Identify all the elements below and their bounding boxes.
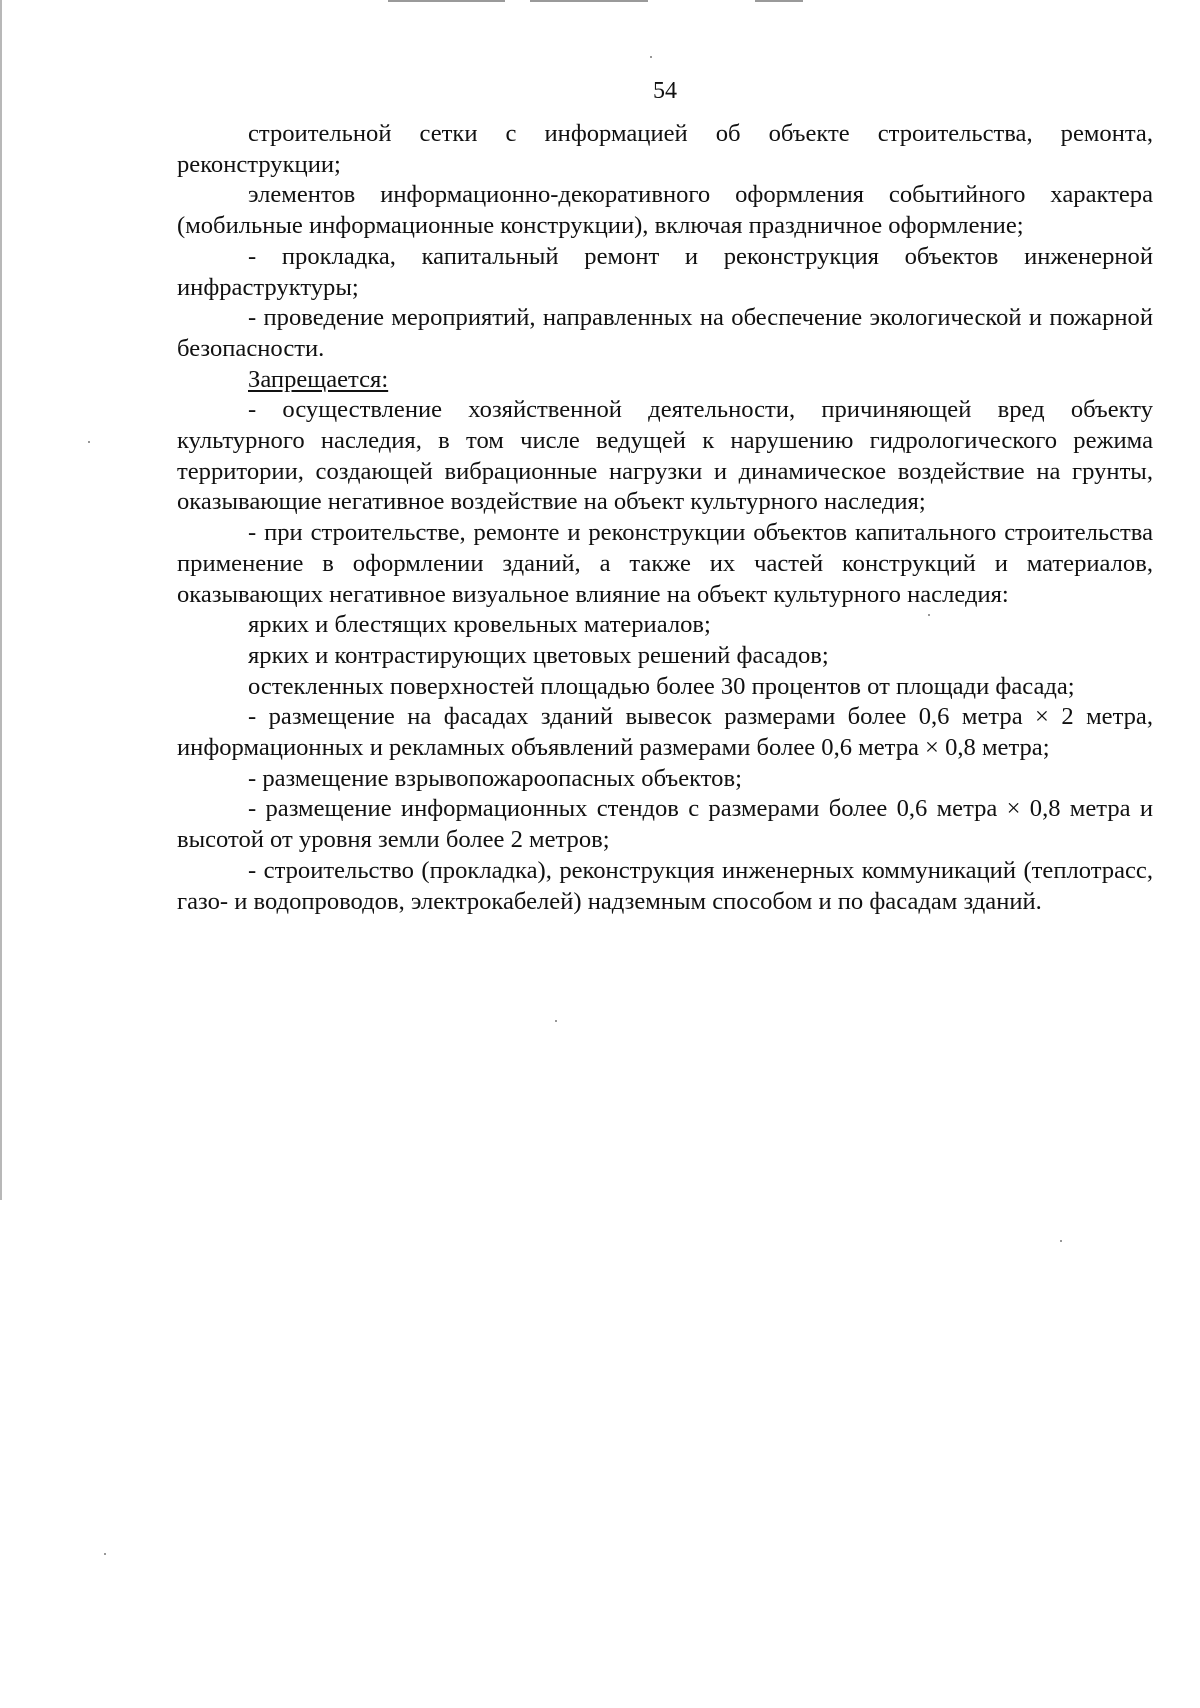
paragraph: - размещение информационных стендов с размерами более 0,6 метра × 0,8 метра и высотой от уровня земли более 2 метров; <box>177 795 1153 854</box>
page-number: 54 <box>653 78 677 104</box>
paragraph: - прокладка, капитальный ремонт и реконструкция объектов инженерной инфраструктуры; <box>177 242 1153 301</box>
paragraph: ярких и блестящих кровельных материалов; <box>248 611 711 639</box>
paragraph: - строительство (прокладка), реконструкция инженерных коммуникаций (теплотрасс, газо- и водопроводов, электрокабелей) надземным способом и по фасадам зданий. <box>177 856 1153 915</box>
paragraph: ярких и контрастирующих цветовых решений фасадов; <box>248 641 829 669</box>
paragraph: - размещение на фасадах зданий вывесок размерами более 0,6 метра × 2 метра, информационных и рекламных объявлений размерами более 0,6 метра × 0,8 метра; <box>177 703 1153 762</box>
paragraph: строительной сетки с информацией об объекте строительства, ремонта, реконструкции; <box>177 120 1153 178</box>
scan-artifact-mark <box>755 0 803 2</box>
paragraph: остекленных поверхностей площадью более 30 процентов от площади фасада; <box>248 672 1075 700</box>
document-body <box>177 119 1153 917</box>
paragraph: - проведение мероприятий, направленных на обеспечение экологической и пожарной безопасности. <box>177 304 1153 362</box>
scan-edge-line <box>0 0 2 1200</box>
section-heading-paragraph <box>177 365 1153 396</box>
paragraph: - осуществление хозяйственной деятельности, причиняющей вред объекту культурного наследия, в том числе ведущей к нарушению гидрологического режима территории, создающей вибрационные нагрузки и динамическое воздействие на грунты, оказывающие негативное воздействие на объект культурного наследия; <box>177 396 1153 516</box>
scan-speck <box>555 1020 557 1022</box>
scan-speck <box>1060 1240 1062 1242</box>
paragraph: - при строительстве, ремонте и реконструкции объектов капитального строительства применение в оформлении зданий, а также их частей конструкций и материалов, оказывающих негативное визуальное влияние на объект культурного наследия: <box>177 519 1153 608</box>
scan-artifact-mark <box>530 0 648 2</box>
scan-speck <box>104 1553 106 1555</box>
prohibited-heading: Запрещается: <box>248 365 389 393</box>
scan-artifact-mark <box>388 0 505 2</box>
paragraph: элементов информационно-декоративного оформления событийного характера (мобильные информационные конструкции), включая праздничное оформление; <box>177 181 1153 240</box>
scan-speck <box>88 441 90 443</box>
scan-speck <box>650 56 652 58</box>
paragraph: - размещение взрывопожароопасных объектов; <box>248 764 742 792</box>
